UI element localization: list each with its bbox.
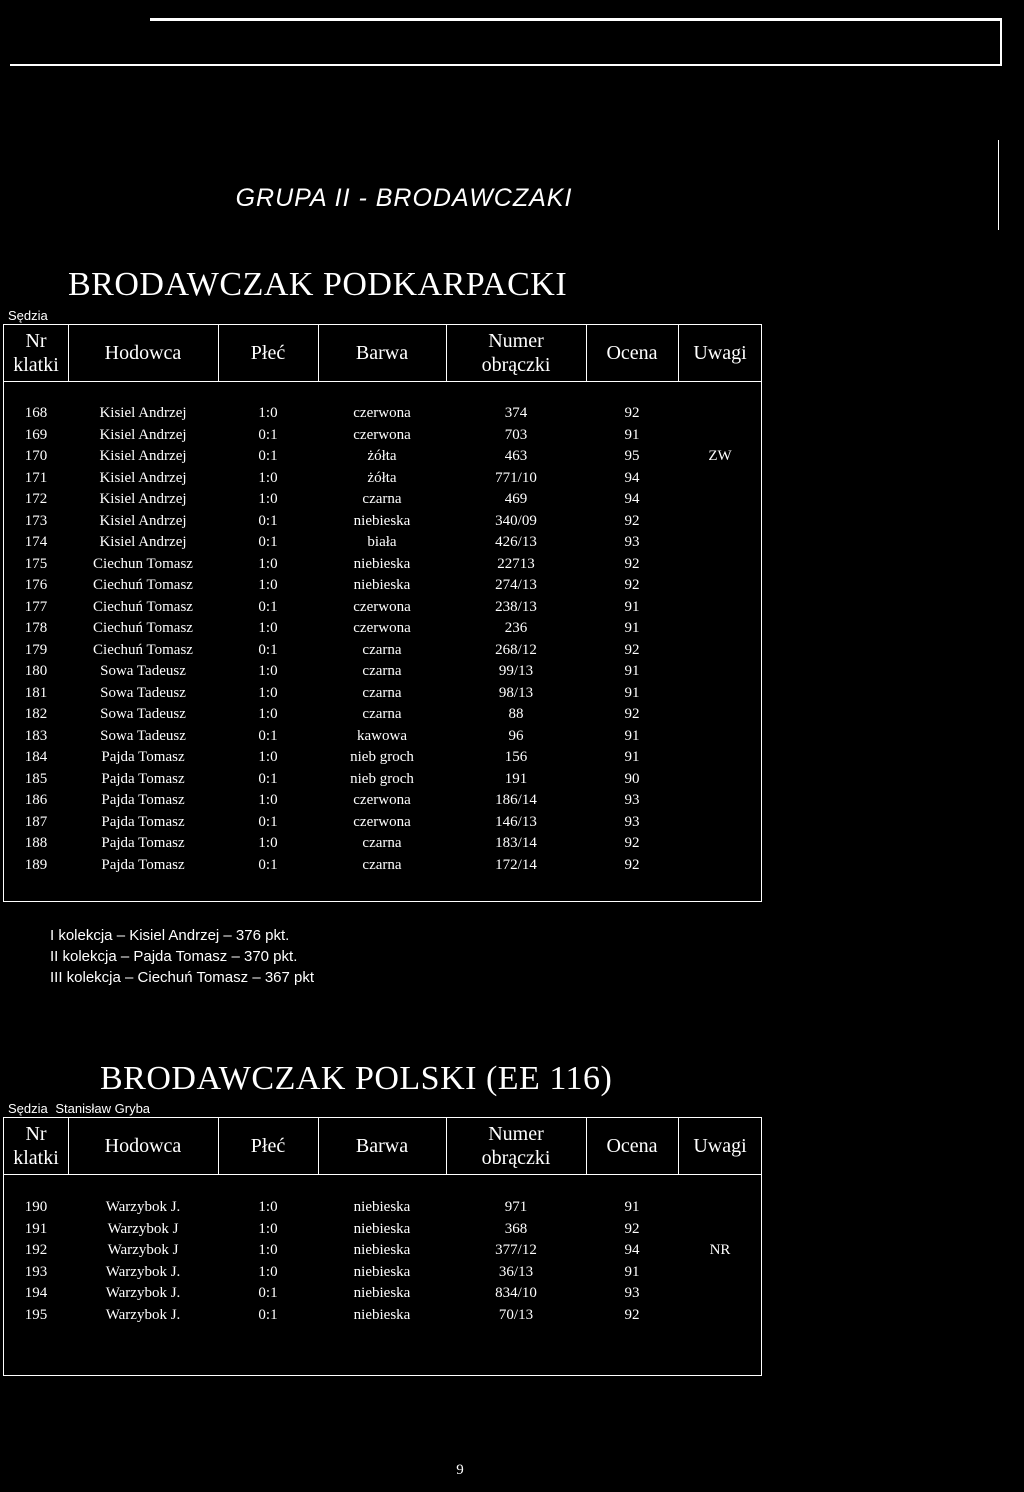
cell-numer: 88 bbox=[508, 706, 524, 722]
cell-numer: 268/12 bbox=[495, 641, 537, 658]
cell-plec: 1:0 bbox=[258, 835, 278, 851]
judge-line-2 bbox=[8, 1101, 150, 1116]
cell-uwagi bbox=[678, 575, 762, 597]
cell-barwa: czarna bbox=[362, 684, 402, 701]
cell-barwa: niebieska bbox=[353, 555, 411, 572]
header-barwa bbox=[318, 325, 446, 381]
cell-numer: 377/12 bbox=[495, 1242, 537, 1258]
cell-barwa: nieb groch bbox=[350, 770, 414, 787]
header-ocena bbox=[586, 325, 678, 381]
header-uwagi-text: Uwagi bbox=[693, 342, 747, 364]
cell-numer: 186/14 bbox=[495, 792, 537, 808]
cell-plec: 1:0 bbox=[258, 555, 278, 572]
cell-numer: 238/13 bbox=[495, 598, 537, 615]
cell-uwagi bbox=[678, 425, 762, 447]
cell-nr: 175 bbox=[24, 555, 48, 572]
table-row bbox=[4, 1197, 761, 1219]
header-separator bbox=[318, 325, 319, 381]
cell-barwa: czerwona bbox=[353, 405, 411, 421]
cell-numer: 374 bbox=[504, 405, 528, 421]
table-row bbox=[4, 790, 761, 812]
table-row bbox=[4, 661, 761, 683]
collection-line-3: III kolekcja – Ciechuń Tomasz – 367 pkt bbox=[50, 969, 315, 986]
cell-uwagi: NR bbox=[709, 1242, 731, 1258]
cell-hodowca: Ciechuń Tomasz bbox=[93, 620, 193, 636]
cell-nr: 182 bbox=[24, 706, 48, 722]
table-row bbox=[4, 1262, 761, 1284]
cell-uwagi bbox=[678, 468, 762, 490]
cell-ocena: 94 bbox=[624, 469, 640, 486]
table-row bbox=[4, 1283, 761, 1305]
cell-barwa: żółta bbox=[367, 469, 397, 486]
header-hodowca bbox=[68, 325, 218, 381]
cell-nr: 183 bbox=[24, 727, 48, 744]
header-separator bbox=[446, 1118, 447, 1174]
cell-plec: 0:1 bbox=[258, 534, 278, 550]
collections-summary bbox=[50, 925, 314, 988]
header-barwa-text: Barwa bbox=[355, 1135, 409, 1157]
results-table-podkarpacki bbox=[3, 324, 762, 902]
page-number: 9 bbox=[456, 1462, 464, 1478]
cell-ocena: 92 bbox=[624, 405, 640, 421]
cell-ocena: 90 bbox=[624, 770, 640, 787]
cell-nr: 185 bbox=[24, 770, 48, 787]
header-numer-text: Numer obrączki bbox=[481, 1123, 551, 1169]
cell-barwa: czarna bbox=[362, 835, 402, 851]
cell-nr: 177 bbox=[24, 598, 48, 615]
cell-numer: 236 bbox=[504, 620, 528, 636]
cell-numer: 426/13 bbox=[495, 534, 537, 550]
cell-barwa: niebieska bbox=[353, 577, 411, 593]
table-row bbox=[4, 489, 761, 511]
cell-numer: 368 bbox=[504, 1220, 528, 1237]
cell-uwagi bbox=[678, 704, 762, 726]
cell-uwagi bbox=[678, 618, 762, 640]
cell-numer: 36/13 bbox=[498, 1263, 534, 1280]
cell-nr: 171 bbox=[24, 469, 48, 486]
cell-barwa: niebieska bbox=[353, 1199, 411, 1215]
cell-plec: 1:0 bbox=[258, 663, 278, 679]
cell-hodowca: Pajda Tomasz bbox=[101, 835, 185, 851]
table-row bbox=[4, 554, 761, 576]
table-row bbox=[4, 403, 761, 425]
cell-hodowca: Sowa Tadeusz bbox=[100, 706, 186, 722]
table-row bbox=[4, 468, 761, 490]
header-nr bbox=[4, 325, 68, 381]
header-nr-text: Nr klatki bbox=[13, 330, 59, 376]
cell-hodowca: Kisiel Andrzej bbox=[99, 534, 187, 550]
cell-plec: 1:0 bbox=[258, 1242, 278, 1258]
cell-uwagi bbox=[678, 683, 762, 705]
cell-nr: 189 bbox=[24, 856, 48, 873]
cell-numer: 22713 bbox=[497, 555, 535, 572]
cell-uwagi bbox=[678, 726, 762, 748]
table-row bbox=[4, 618, 761, 640]
header-bottom-line bbox=[4, 381, 761, 382]
header-separator bbox=[678, 325, 679, 381]
side-rule bbox=[998, 140, 999, 230]
cell-plec: 1:0 bbox=[258, 1199, 278, 1215]
cell-numer: 463 bbox=[504, 448, 528, 464]
cell-hodowca: Kisiel Andrzej bbox=[99, 448, 187, 464]
collection-line-1: I kolekcja – Kisiel Andrzej – 376 pkt. bbox=[50, 927, 290, 944]
cell-hodowca: Pajda Tomasz bbox=[101, 813, 185, 830]
cell-nr: 193 bbox=[24, 1263, 48, 1280]
cell-barwa: żółta bbox=[367, 448, 397, 464]
cell-plec: 0:1 bbox=[258, 448, 278, 464]
cell-numer: 971 bbox=[504, 1199, 528, 1215]
header-separator bbox=[68, 1118, 69, 1174]
cell-numer: 183/14 bbox=[495, 835, 537, 851]
cell-numer: 98/13 bbox=[498, 684, 534, 701]
cell-nr: 180 bbox=[24, 663, 48, 679]
cell-numer: 469 bbox=[504, 491, 528, 507]
header-hodowca-text: Hodowca bbox=[104, 342, 182, 364]
cell-ocena: 93 bbox=[624, 534, 640, 550]
table-row bbox=[4, 683, 761, 705]
header-separator bbox=[218, 1118, 219, 1174]
cell-plec: 1:0 bbox=[258, 469, 278, 486]
header-barwa bbox=[318, 1118, 446, 1174]
table-header bbox=[4, 1118, 761, 1174]
header-plec-text: Płeć bbox=[250, 342, 286, 364]
table-row bbox=[4, 446, 761, 468]
header-ocena-text: Ocena bbox=[606, 342, 658, 364]
header-bottom-line bbox=[4, 1174, 761, 1175]
cell-hodowca: Pajda Tomasz bbox=[101, 749, 185, 765]
table-row bbox=[4, 855, 761, 877]
cell-uwagi bbox=[678, 489, 762, 511]
cell-ocena: 94 bbox=[624, 491, 640, 507]
cell-ocena: 92 bbox=[624, 512, 640, 529]
cell-hodowca: Sowa Tadeusz bbox=[100, 727, 186, 744]
cell-nr: 190 bbox=[24, 1199, 48, 1215]
cell-ocena: 91 bbox=[624, 598, 640, 615]
cell-plec: 0:1 bbox=[258, 770, 278, 787]
table-row bbox=[4, 425, 761, 447]
cell-ocena: 92 bbox=[624, 835, 640, 851]
cell-hodowca: Kisiel Andrzej bbox=[99, 469, 187, 486]
cell-barwa: czarna bbox=[362, 706, 402, 722]
cell-barwa: niebieska bbox=[353, 1263, 411, 1280]
cell-ocena: 91 bbox=[624, 727, 640, 744]
cell-nr: 178 bbox=[24, 620, 48, 636]
cell-uwagi bbox=[678, 1305, 762, 1327]
header-hodowca-text: Hodowca bbox=[104, 1135, 182, 1157]
cell-ocena: 92 bbox=[624, 856, 640, 873]
cell-uwagi bbox=[678, 1219, 762, 1241]
top-rule-right bbox=[1000, 21, 1002, 65]
header-uwagi bbox=[678, 1118, 762, 1174]
cell-plec: 0:1 bbox=[258, 813, 278, 830]
cell-nr: 195 bbox=[24, 1306, 48, 1323]
header-hodowca bbox=[68, 1118, 218, 1174]
cell-barwa: czarna bbox=[362, 491, 402, 507]
cell-uwagi bbox=[678, 769, 762, 791]
cell-barwa: czerwona bbox=[353, 426, 411, 443]
cell-ocena: 91 bbox=[624, 1199, 640, 1215]
table-row bbox=[4, 1240, 761, 1262]
cell-nr: 191 bbox=[24, 1220, 48, 1237]
cell-uwagi bbox=[678, 812, 762, 834]
cell-ocena: 93 bbox=[624, 1285, 640, 1301]
table-row bbox=[4, 511, 761, 533]
cell-numer: 99/13 bbox=[498, 663, 534, 679]
cell-hodowca: Warzybok J. bbox=[105, 1263, 181, 1280]
cell-uwagi bbox=[678, 855, 762, 877]
cell-nr: 170 bbox=[24, 448, 48, 464]
cell-plec: 1:0 bbox=[258, 620, 278, 636]
table-row bbox=[4, 597, 761, 619]
cell-uwagi bbox=[678, 661, 762, 683]
cell-ocena: 94 bbox=[624, 1242, 640, 1258]
cell-ocena: 92 bbox=[624, 706, 640, 722]
cell-uwagi bbox=[678, 747, 762, 769]
cell-hodowca: Ciechun Tomasz bbox=[93, 555, 193, 572]
cell-plec: 0:1 bbox=[258, 727, 278, 744]
cell-ocena: 93 bbox=[624, 792, 640, 808]
cell-hodowca: Warzybok J. bbox=[105, 1306, 181, 1323]
cell-numer: 156 bbox=[504, 749, 528, 765]
header-plec bbox=[218, 325, 318, 381]
section-title-podkarpacki: BRODAWCZAK PODKARPACKI bbox=[68, 266, 568, 303]
cell-numer: 191 bbox=[504, 770, 528, 787]
cell-uwagi bbox=[678, 554, 762, 576]
cell-barwa: nieb groch bbox=[350, 749, 414, 765]
header-separator bbox=[318, 1118, 319, 1174]
header-nr bbox=[4, 1118, 68, 1174]
cell-nr: 186 bbox=[24, 792, 48, 808]
header-uwagi bbox=[678, 325, 762, 381]
cell-barwa: niebieska bbox=[353, 1285, 411, 1301]
cell-barwa: czerwona bbox=[353, 813, 411, 830]
cell-nr: 176 bbox=[24, 577, 48, 593]
cell-ocena: 91 bbox=[624, 620, 640, 636]
table-row bbox=[4, 704, 761, 726]
header-separator bbox=[586, 325, 587, 381]
cell-hodowca: Ciechuń Tomasz bbox=[93, 577, 193, 593]
cell-plec: 1:0 bbox=[258, 405, 278, 421]
cell-uwagi bbox=[678, 511, 762, 533]
table-header bbox=[4, 325, 761, 381]
cell-plec: 0:1 bbox=[258, 1306, 278, 1323]
header-barwa-text: Barwa bbox=[355, 342, 409, 364]
cell-uwagi bbox=[678, 1262, 762, 1284]
cell-numer: 96 bbox=[508, 727, 524, 744]
cell-ocena: 91 bbox=[624, 426, 640, 443]
cell-barwa: biała bbox=[367, 534, 397, 550]
cell-nr: 187 bbox=[24, 813, 48, 830]
cell-plec: 1:0 bbox=[258, 792, 278, 808]
table-row bbox=[4, 575, 761, 597]
cell-plec: 0:1 bbox=[258, 856, 278, 873]
cell-plec: 0:1 bbox=[258, 426, 278, 443]
cell-plec: 1:0 bbox=[258, 577, 278, 593]
header-separator bbox=[218, 325, 219, 381]
cell-ocena: 92 bbox=[624, 577, 640, 593]
cell-uwagi bbox=[678, 597, 762, 619]
cell-barwa: czarna bbox=[362, 641, 402, 658]
cell-barwa: czarna bbox=[362, 856, 402, 873]
cell-barwa: czerwona bbox=[353, 620, 411, 636]
cell-ocena: 91 bbox=[624, 1263, 640, 1280]
header-separator bbox=[446, 325, 447, 381]
cell-nr: 169 bbox=[24, 426, 48, 443]
judge-name: Stanisław Gryba bbox=[55, 1101, 151, 1116]
cell-nr: 168 bbox=[24, 405, 48, 421]
cell-barwa: niebieska bbox=[353, 1306, 411, 1323]
cell-nr: 174 bbox=[24, 534, 48, 550]
cell-ocena: 92 bbox=[624, 1220, 640, 1237]
cell-barwa: niebieska bbox=[353, 1220, 411, 1237]
cell-nr: 192 bbox=[24, 1242, 48, 1258]
cell-hodowca: Kisiel Andrzej bbox=[99, 405, 187, 421]
cell-hodowca: Ciechuń Tomasz bbox=[93, 641, 193, 658]
cell-nr: 194 bbox=[24, 1285, 48, 1301]
cell-plec: 0:1 bbox=[258, 512, 278, 529]
cell-ocena: 92 bbox=[624, 555, 640, 572]
header-plec bbox=[218, 1118, 318, 1174]
table-row bbox=[4, 532, 761, 554]
table-row bbox=[4, 769, 761, 791]
cell-plec: 1:0 bbox=[258, 1263, 278, 1280]
cell-ocena: 92 bbox=[624, 641, 640, 658]
cell-ocena: 93 bbox=[624, 813, 640, 830]
cell-plec: 1:0 bbox=[258, 706, 278, 722]
cell-hodowca: Kisiel Andrzej bbox=[99, 491, 187, 507]
group-title: GRUPA II - BRODAWCZAKI bbox=[235, 184, 573, 212]
cell-hodowca: Warzybok J. bbox=[105, 1199, 181, 1215]
cell-barwa: niebieska bbox=[353, 512, 411, 529]
table-row bbox=[4, 833, 761, 855]
cell-nr: 188 bbox=[24, 835, 48, 851]
collection-line-2: II kolekcja – Pajda Tomasz – 370 pkt. bbox=[50, 948, 298, 965]
header-numer bbox=[446, 1118, 586, 1174]
cell-hodowca: Sowa Tadeusz bbox=[100, 684, 186, 701]
cell-uwagi bbox=[678, 790, 762, 812]
cell-uwagi: ZW bbox=[708, 448, 732, 464]
cell-plec: 0:1 bbox=[258, 641, 278, 658]
header-nr-text: Nr klatki bbox=[13, 1123, 59, 1169]
cell-uwagi bbox=[678, 833, 762, 855]
cell-barwa: kawowa bbox=[357, 727, 407, 744]
judge-label bbox=[8, 308, 51, 323]
cell-nr: 172 bbox=[24, 491, 48, 507]
cell-barwa: czarna bbox=[362, 663, 402, 679]
cell-plec: 1:0 bbox=[258, 1220, 278, 1237]
cell-uwagi bbox=[678, 403, 762, 425]
cell-numer: 771/10 bbox=[495, 469, 537, 486]
cell-nr: 184 bbox=[24, 749, 48, 765]
table-row bbox=[4, 640, 761, 662]
cell-numer: 172/14 bbox=[495, 856, 537, 873]
cell-uwagi bbox=[678, 1283, 762, 1305]
cell-ocena: 91 bbox=[624, 684, 640, 701]
header-plec-text: Płeć bbox=[250, 1135, 286, 1157]
header-separator bbox=[586, 1118, 587, 1174]
cell-numer: 340/09 bbox=[495, 512, 537, 529]
header-uwagi-text: Uwagi bbox=[693, 1135, 747, 1157]
header-numer bbox=[446, 325, 586, 381]
cell-barwa: niebieska bbox=[353, 1242, 411, 1258]
cell-barwa: czerwona bbox=[353, 598, 411, 615]
cell-hodowca: Sowa Tadeusz bbox=[100, 663, 186, 679]
cell-hodowca: Kisiel Andrzej bbox=[99, 512, 187, 529]
cell-hodowca: Pajda Tomasz bbox=[101, 856, 185, 873]
cell-plec: 1:0 bbox=[258, 749, 278, 765]
results-table-polski bbox=[3, 1117, 762, 1376]
judge-label-text: Sędzia bbox=[8, 1101, 48, 1116]
header-numer-text: Numer obrączki bbox=[481, 330, 551, 376]
cell-numer: 70/13 bbox=[498, 1306, 534, 1323]
header-ocena bbox=[586, 1118, 678, 1174]
cell-uwagi bbox=[678, 1197, 762, 1219]
header-ocena-text: Ocena bbox=[606, 1135, 658, 1157]
cell-hodowca: Ciechuń Tomasz bbox=[93, 598, 193, 615]
judge-label-text: Sędzia bbox=[8, 308, 48, 323]
table-row bbox=[4, 1305, 761, 1327]
table-row bbox=[4, 812, 761, 834]
cell-barwa: czerwona bbox=[353, 792, 411, 808]
cell-nr: 181 bbox=[24, 684, 48, 701]
cell-nr: 173 bbox=[24, 512, 48, 529]
cell-numer: 703 bbox=[504, 426, 528, 443]
table-row bbox=[4, 726, 761, 748]
cell-plec: 0:1 bbox=[258, 598, 278, 615]
cell-nr: 179 bbox=[24, 641, 48, 658]
cell-plec: 0:1 bbox=[258, 1285, 278, 1301]
table-row bbox=[4, 747, 761, 769]
top-rule bbox=[150, 18, 1002, 21]
cell-uwagi bbox=[678, 532, 762, 554]
cell-hodowca: Pajda Tomasz bbox=[101, 770, 185, 787]
cell-hodowca: Kisiel Andrzej bbox=[99, 426, 187, 443]
header-separator bbox=[678, 1118, 679, 1174]
cell-hodowca: Pajda Tomasz bbox=[101, 792, 185, 808]
cell-hodowca: Warzybok J bbox=[107, 1242, 179, 1258]
cell-ocena: 95 bbox=[624, 448, 640, 464]
cell-plec: 1:0 bbox=[258, 684, 278, 701]
top-rule-lower bbox=[10, 64, 1002, 66]
table-row bbox=[4, 1219, 761, 1241]
cell-plec: 1:0 bbox=[258, 491, 278, 507]
cell-ocena: 91 bbox=[624, 663, 640, 679]
cell-ocena: 91 bbox=[624, 749, 640, 765]
cell-numer: 834/10 bbox=[495, 1285, 537, 1301]
cell-hodowca: Warzybok J bbox=[107, 1220, 179, 1237]
section-title-polski: BRODAWCZAK POLSKI (EE 116) bbox=[100, 1060, 613, 1097]
cell-numer: 146/13 bbox=[495, 813, 537, 830]
header-separator bbox=[68, 325, 69, 381]
cell-ocena: 92 bbox=[624, 1306, 640, 1323]
cell-numer: 274/13 bbox=[495, 577, 537, 593]
cell-hodowca: Warzybok J. bbox=[105, 1285, 181, 1301]
cell-uwagi bbox=[678, 640, 762, 662]
